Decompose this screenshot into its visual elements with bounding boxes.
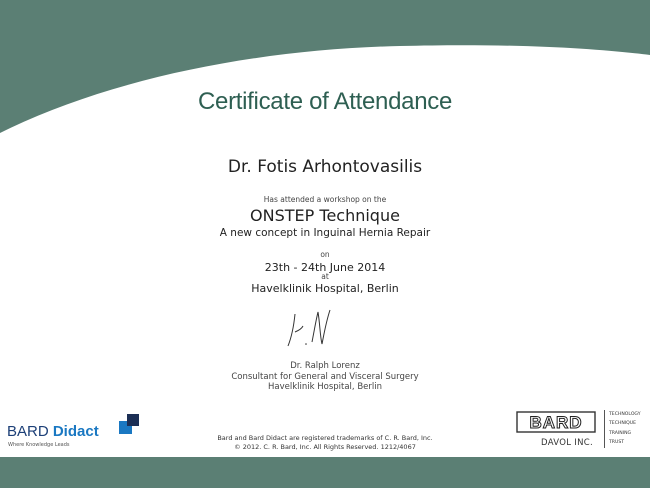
bard-logo-icon — [516, 410, 596, 434]
signatory-role: Consultant for General and Visceral Surgery — [231, 371, 419, 382]
workshop-title: ONSTEP Technique — [250, 206, 400, 225]
didact-square-icon — [117, 412, 141, 436]
at-label: at — [321, 272, 329, 281]
bottom-band — [0, 457, 650, 488]
didact-tagline: Where Knowledge Leads — [8, 442, 70, 448]
davol-label: DAVOL INC. — [541, 438, 593, 448]
bard-logo-wordmark: BARD — [529, 413, 583, 432]
workshop-subtitle: A new concept in Inguinal Hernia Repair — [219, 227, 431, 239]
workshop-location: Havelklinik Hospital, Berlin — [251, 282, 399, 295]
signatory-name: Dr. Ralph Lorenz — [290, 361, 360, 371]
on-label: on — [320, 250, 330, 259]
value-item: TRAINING — [609, 430, 632, 436]
signature — [280, 306, 340, 352]
legal-line-1: Bard and Bard Didact are registered trademarks of C. R. Bard, Inc. — [217, 434, 433, 442]
attended-line: Has attended a workshop on the — [263, 195, 387, 204]
value-item: TRUST — [609, 439, 625, 445]
bard-wordmark: BARD — [7, 423, 53, 440]
value-item: TECHNOLOGY — [609, 412, 641, 417]
legal-line-2: © 2012. C. R. Bard, Inc. All Rights Reserved. 1212/4067 — [234, 443, 416, 451]
certificate-title: Certificate of Attendance — [198, 88, 452, 115]
bard-didact-logo — [7, 411, 147, 451]
top-wave-background — [0, 0, 650, 140]
signatory-block — [0, 361, 650, 393]
signatory-institution: Havelklinik Hospital, Berlin — [268, 382, 382, 392]
workshop-dates: 23th - 24th June 2014 — [264, 261, 386, 274]
bard-values-list — [609, 410, 641, 447]
didact-wordmark: Didact — [52, 423, 99, 440]
value-item: TECHNIQUE — [609, 421, 637, 427]
logo-divider — [604, 410, 605, 448]
recipient-name: Dr. Fotis Arhontovasilis — [227, 157, 423, 177]
bard-davol-logo — [516, 408, 646, 450]
